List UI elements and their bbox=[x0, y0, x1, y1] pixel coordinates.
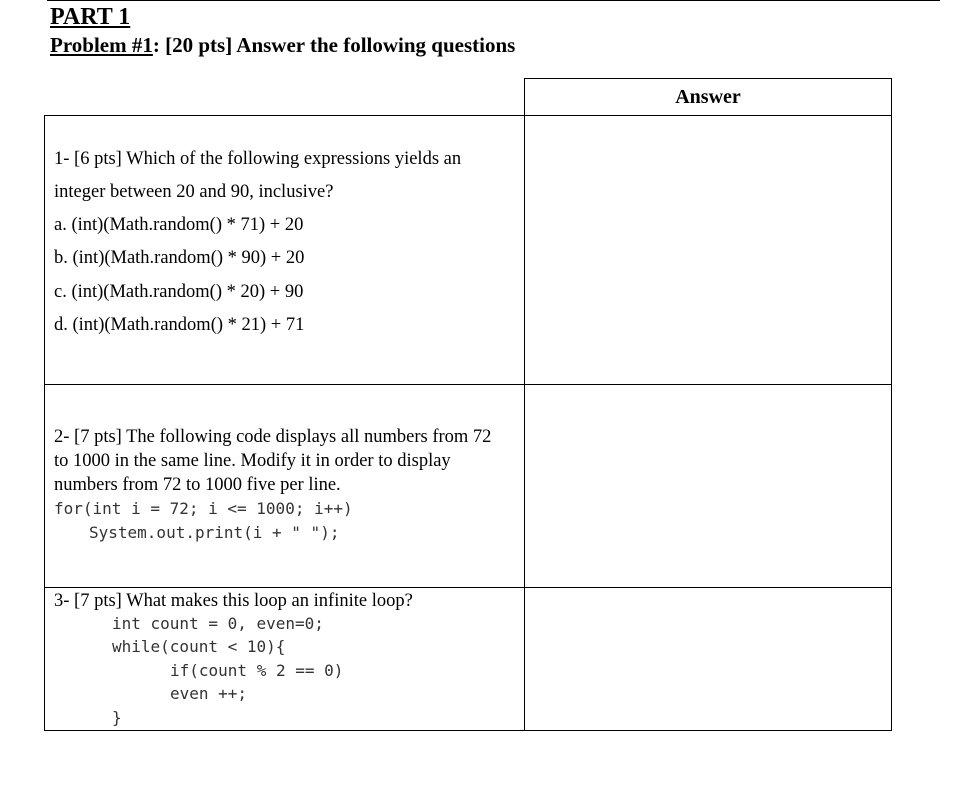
problem-description: : [20 pts] Answer the following questions bbox=[152, 33, 516, 57]
question-2-code-line1: for(int i = 72; i <= 1000; i++) bbox=[54, 499, 353, 518]
answer-2-cell[interactable] bbox=[524, 384, 892, 588]
part-title: PART 1 bbox=[50, 4, 131, 30]
question-1-option-a: a. (int)(Math.random() * 71) + 20 bbox=[54, 215, 304, 235]
question-1-option-b: b. (int)(Math.random() * 90) + 20 bbox=[54, 248, 305, 268]
answer-1-cell[interactable] bbox=[524, 115, 892, 385]
question-3-code-line5: } bbox=[112, 708, 122, 727]
question-3-code-line4: even ++; bbox=[170, 684, 248, 703]
question-2-code-line2: System.out.print(i + " "); bbox=[89, 523, 340, 542]
question-2-text-line1: 2- [7 pts] The following code displays all numbers from 72 bbox=[54, 427, 492, 447]
question-1-text-line1: 1- [6 pts] Which of the following expressions yields an bbox=[54, 149, 462, 169]
answer-column-header: Answer bbox=[524, 78, 892, 116]
top-rule bbox=[47, 0, 940, 1]
question-1-option-d: d. (int)(Math.random() * 21) + 71 bbox=[54, 315, 305, 335]
answer-3-cell[interactable] bbox=[524, 587, 892, 731]
question-1-cell bbox=[44, 115, 525, 385]
question-2-text-line3: numbers from 72 to 1000 five per line. bbox=[54, 475, 341, 495]
question-3-code-line1: int count = 0, even=0; bbox=[112, 614, 324, 633]
question-3-code-line2: while(count < 10){ bbox=[112, 637, 286, 656]
problem-heading bbox=[50, 33, 515, 57]
question-2-text-line2: to 1000 in the same line. Modify it in order to display bbox=[54, 451, 451, 471]
question-3-code-line3: if(count % 2 == 0) bbox=[170, 661, 344, 680]
question-1-option-c: c. (int)(Math.random() * 20) + 90 bbox=[54, 282, 304, 302]
problem-label: Problem #1 bbox=[50, 33, 153, 57]
question-1-text-line2: integer between 20 and 90, inclusive? bbox=[54, 182, 334, 202]
question-3-text: 3- [7 pts] What makes this loop an infinite loop? bbox=[54, 591, 413, 611]
question-3-cell bbox=[44, 587, 525, 731]
question-2-cell bbox=[44, 384, 525, 588]
